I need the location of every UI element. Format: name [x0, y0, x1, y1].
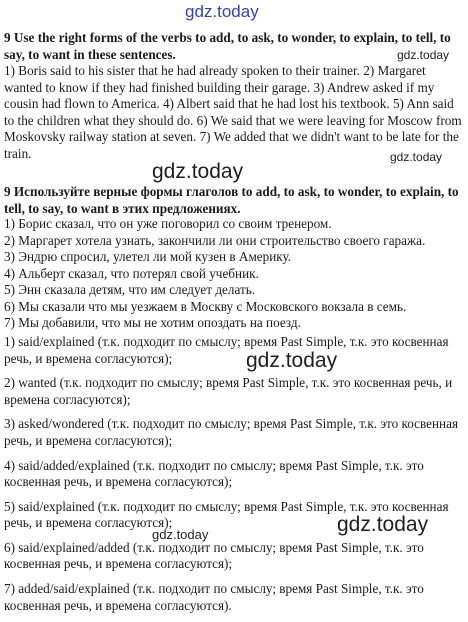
watermark: gdz.today [185, 2, 259, 21]
answer-item: 1) said/explained (т.к. подходит по смыслу; время Past Simple, т.к. это косвенная речь, и времена согласуются); [4, 334, 449, 366]
watermark: gdz.today [152, 527, 209, 542]
list-item: 5) Энн сказала детям, что им следует делать. [4, 282, 256, 297]
answer-item: 7) added/said/explained (т.к. подходит по смыслу; время Past Simple, т.к. это косвенная речь, и времена согласуются). [4, 581, 424, 613]
english-exercise-body: 1) Boris said to his sister that he had already spoken to their trainer. 2) Margaret wanted to know if they had finished building their garage. 3) Andrew asked if my cousin had flown to America. 4) Albert said that he had lost his textbook. 5) Ann said to the children what they should do. 6) We said that we were leaving for Moscow from Moskovsky railway station at seven. 7) We added that we didn't want to be late for the train. [4, 63, 462, 161]
watermark: gdz.today [337, 513, 429, 536]
list-item: 7) Мы добавили, что мы не хотим опоздать на поезд. [4, 315, 301, 330]
answer-list [4, 334, 466, 622]
list-item: 4) Альберт сказал, что потерял свой учебник. [4, 265, 259, 281]
watermark: gdz.today [397, 48, 450, 62]
watermark: gdz.today [152, 160, 244, 183]
list-item: 3) Эндрю спросил, улетел ли мой кузен в Америку. [4, 249, 292, 264]
answer-item: 2) wanted (т.к. подходит по смыслу; время Past Simple, т.к. это косвенная речь, и времена согласуются); [4, 375, 453, 407]
list-item: 2) Маргарет хотела узнать, закончили ли они строительство своего гаража. [4, 232, 426, 248]
watermark: gdz.today [390, 150, 443, 164]
answer-item: 3) asked/wondered (т.к. подходит по смыслу; время Past Simple, т.к. это косвенная речь, и времена согласуются); [4, 416, 459, 448]
russian-sentence-list [4, 216, 466, 332]
russian-exercise-heading: 9 Используйте верные формы глаголов to add, to ask, to wonder, to explain, to tell, to say, to want в этих предложениях. [4, 184, 459, 216]
list-item: 6) Мы сказали что мы уезжаем в Москву с Московского вокзала в семь. [4, 298, 407, 314]
list-item: 1) Борис сказал, что он уже поговорил со своим тренером. [4, 216, 332, 231]
answer-item: 4) said/added/explained (т.к. подходит по смыслу; время Past Simple, т.к. это косвенная речь, и времена согласуются); [4, 457, 424, 490]
answer-item: 6) said/explained/added (т.к. подходит по смыслу; время Past Simple, т.к. это косвенная речь, и времена согласуются); [4, 539, 424, 572]
answer-item: 5) said/explained (т.к. подходит по смыслу; время Past Simple, т.к. это косвенная речь, и времена согласуются); [4, 498, 449, 531]
watermark: gdz.today [246, 349, 338, 372]
english-exercise-heading: 9 Use the right forms of the verbs to add, to ask, to wonder, to explain, to tell, to say, to want in these sentences. [4, 30, 451, 62]
